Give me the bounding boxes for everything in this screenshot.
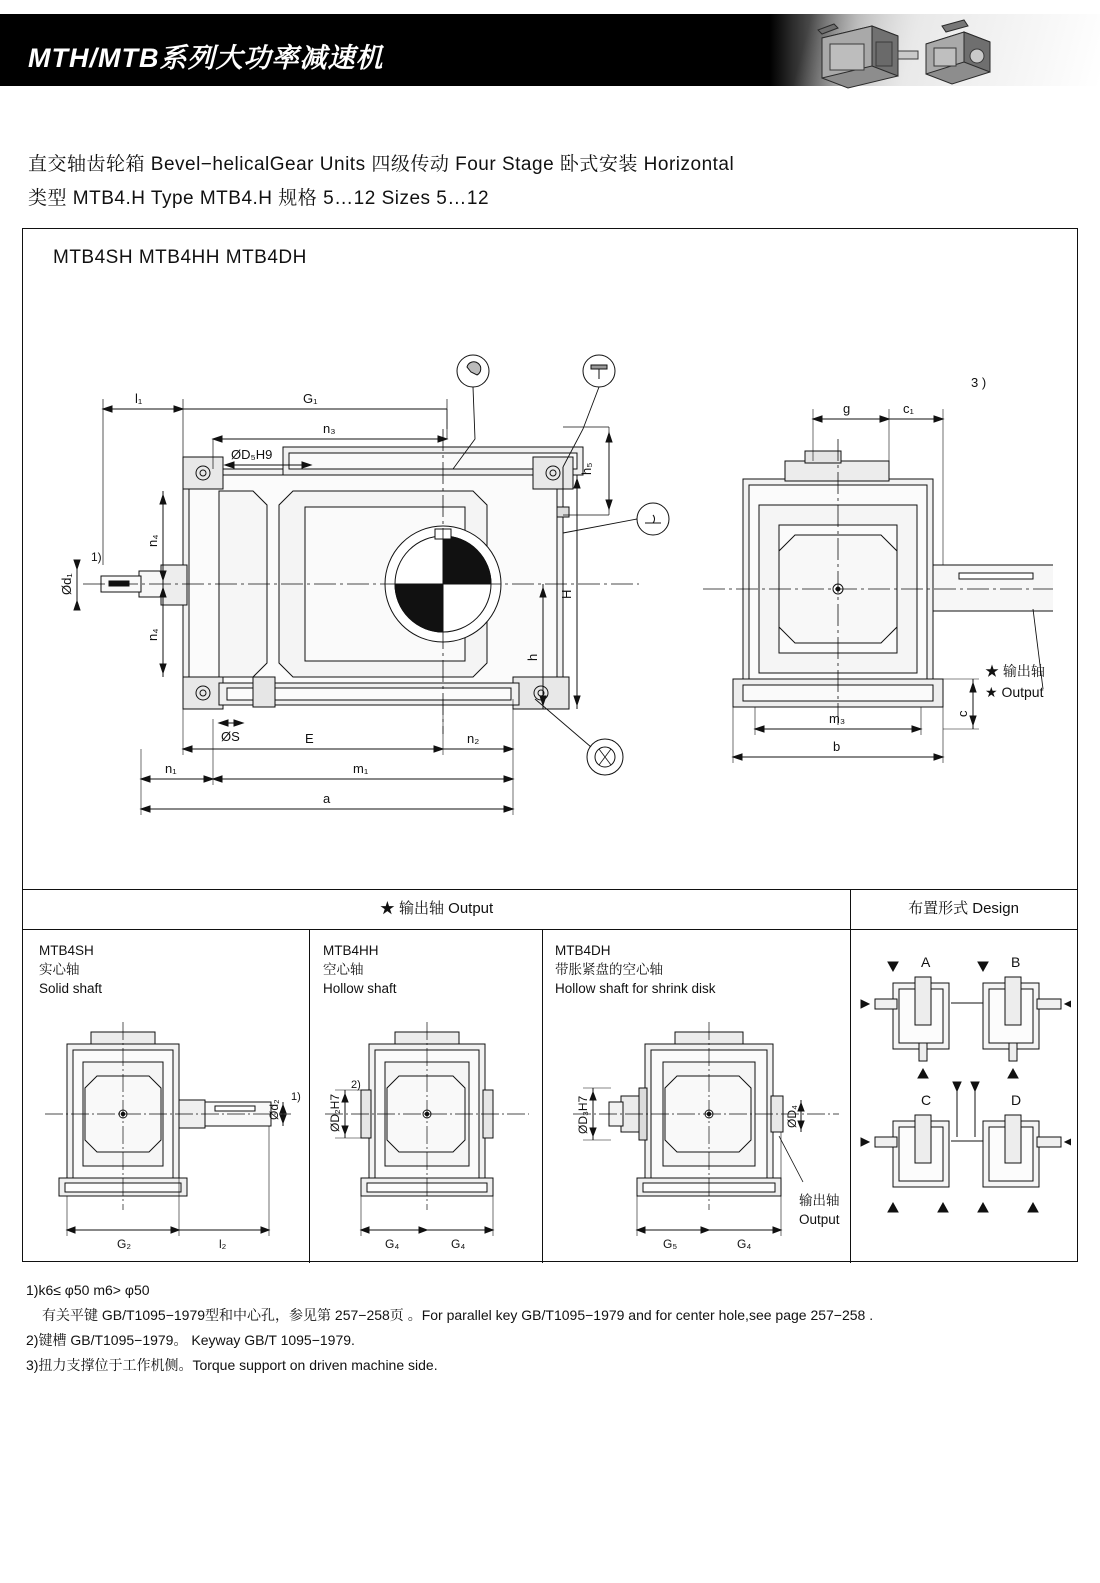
subtitle-block [28, 148, 1048, 216]
design-label-d: D [1011, 1092, 1022, 1108]
svg-text:1): 1) [91, 550, 102, 564]
variant-3-text [555, 941, 716, 998]
divider-col-2 [542, 929, 543, 1263]
footnote-marker-3: 3 ) [971, 375, 987, 390]
output-label-en: ★ Output [985, 684, 1044, 700]
page-header [0, 0, 1100, 108]
footnote-1b: 有关平键 GB/T1095−1979型和中心孔，参见第 257−258页 。For parallel key GB/T1095−1979 and for center hole,see page 257−258 . [42, 1307, 874, 1323]
variant-3-code: MTB4DH [555, 943, 611, 958]
svg-text:h: h [525, 653, 540, 661]
divider-col-1 [309, 929, 310, 1263]
svg-text:a: a [323, 791, 331, 806]
footnote-1a: 1)k6≤ φ50 m6> φ50 [26, 1282, 150, 1298]
variant-2-name-en: Hollow shaft [323, 981, 397, 996]
svg-text:n₁: n₁ [165, 761, 177, 776]
svg-text:G₅: G₅ [663, 1237, 678, 1251]
drawing-title: MTB4SH MTB4HH MTB4DH [53, 247, 307, 268]
svg-text:l₂: l₂ [219, 1237, 227, 1251]
svg-text:g: g [843, 401, 851, 416]
svg-text:H: H [559, 589, 574, 599]
svg-text:ØD₅H9: ØD₅H9 [231, 447, 273, 462]
svg-text:2): 2) [351, 1079, 361, 1091]
svg-text:Ød₁: Ød₁ [59, 573, 74, 595]
svg-text:ØD₂H7: ØD₂H7 [328, 1094, 342, 1132]
variant-3-name-en: Hollow shaft for shrink disk [555, 981, 716, 996]
svg-text:h₅: h₅ [579, 462, 594, 475]
svg-text:ØD₄: ØD₄ [785, 1105, 799, 1128]
svg-text:l₁: l₁ [135, 391, 143, 406]
page-title: MTH/MTB系列大功率减速机 [28, 43, 384, 73]
variant-2-text [323, 941, 397, 998]
svg-text:ØD₃H7: ØD₃H7 [576, 1095, 590, 1134]
svg-text:ØS: ØS [221, 729, 240, 744]
svg-text:m₁: m₁ [353, 761, 369, 776]
svg-text:n₃: n₃ [323, 421, 336, 436]
svg-text:1): 1) [291, 1091, 301, 1103]
footnote-3: 3)扭力支撑位于工作机侧。Torque support on driven machine side. [26, 1357, 438, 1373]
svg-text:c₁: c₁ [903, 401, 914, 416]
svg-text:b: b [833, 739, 841, 754]
svg-text:n₄: n₄ [145, 534, 160, 547]
variant-1-text [39, 941, 102, 998]
variant-3-name-cn: 带胀紧盘的空心轴 [555, 962, 663, 977]
variant-3-callout-cn: 输出轴 [799, 1193, 840, 1208]
svg-text:G₂: G₂ [117, 1237, 131, 1251]
subtitle-line-1: 直交轴齿轮箱 Bevel−helicalGear Units 四级传动 Four Stage 卧式安装 Horizontal [28, 154, 735, 175]
design-label-a: A [921, 954, 931, 970]
subtitle-line-2: 类型 MTB4.H Type MTB4.H 规格 5…12 Sizes 5…12 [28, 188, 490, 209]
variant-3-callout-en: Output [799, 1212, 840, 1227]
variant-2-name-cn: 空心轴 [323, 962, 364, 977]
output-label-cn: ★ 输出轴 [985, 663, 1045, 679]
variant-1-code: MTB4SH [39, 943, 94, 958]
variant-3-callout [799, 1191, 840, 1229]
svg-text:n₂: n₂ [467, 731, 480, 746]
svg-text:Ød₂: Ød₂ [267, 1099, 281, 1120]
variant-1-name-en: Solid shaft [39, 981, 103, 996]
design-variants-drawing [859, 941, 1071, 1251]
svg-text:E: E [305, 731, 314, 746]
design-label-c: C [921, 1092, 932, 1108]
svg-text:G₁: G₁ [303, 391, 318, 406]
output-section-header: ★ 输出轴 Output [379, 900, 494, 917]
variant-2-code: MTB4HH [323, 943, 379, 958]
divider-col-3 [850, 889, 851, 1263]
divider-top [23, 889, 1077, 890]
footnotes [26, 1278, 1066, 1378]
variant-2-drawing [321, 1004, 537, 1254]
svg-text:G₄: G₄ [385, 1237, 400, 1251]
main-assembly-drawing [43, 279, 1053, 879]
gearbox-unit-photo [814, 18, 1004, 98]
svg-text:c: c [955, 710, 970, 717]
svg-text:G₄: G₄ [737, 1237, 752, 1251]
variant-1-name-cn: 实心轴 [39, 962, 80, 977]
variant-1-drawing [39, 1004, 307, 1254]
design-section-header: 布置形式 Design [908, 900, 1019, 917]
footnote-2: 2)键槽 GB/T1095−1979。 Keyway GB/T 1095−1979. [26, 1332, 355, 1348]
svg-text:m₃: m₃ [829, 711, 846, 726]
divider-header [23, 929, 1077, 930]
drawing-panel [22, 228, 1078, 1262]
svg-text:n₄: n₄ [145, 628, 160, 641]
design-label-b: B [1011, 954, 1021, 970]
svg-text:G₄: G₄ [451, 1237, 466, 1251]
